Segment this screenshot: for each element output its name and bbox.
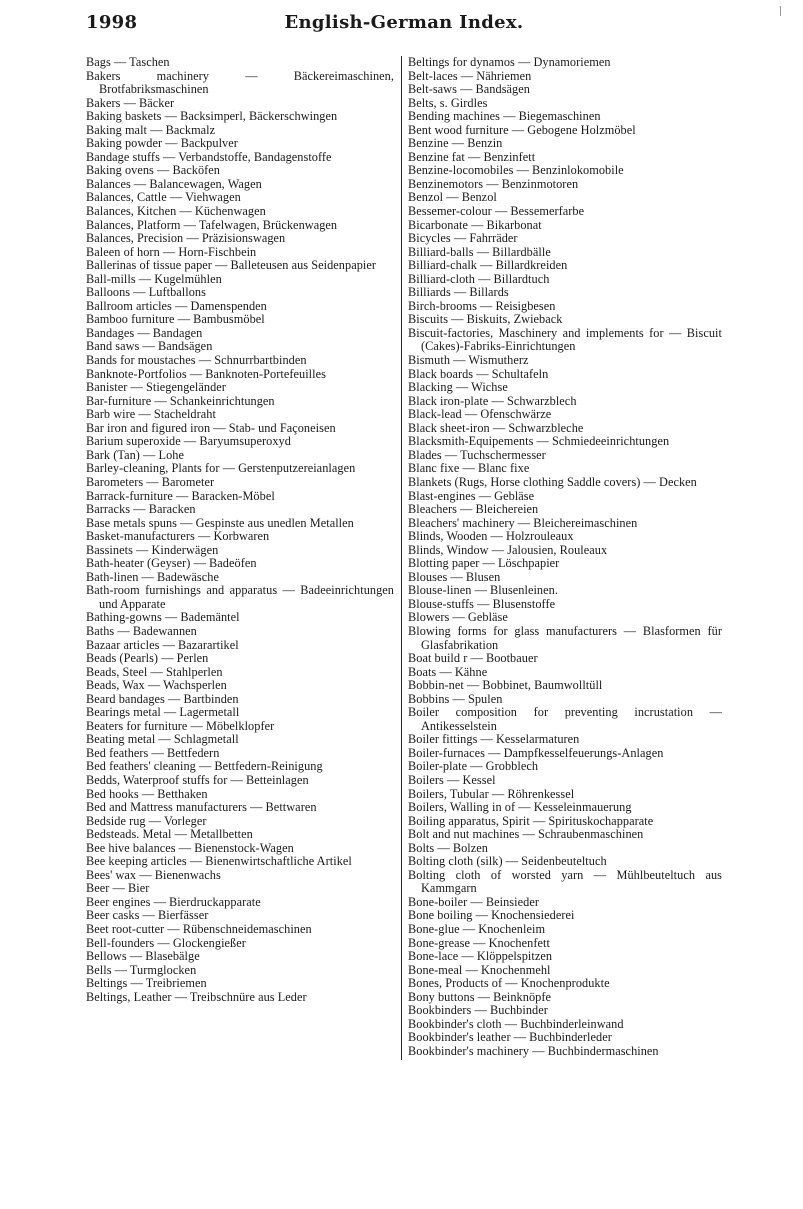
index-entry: Beads (Pearls) — Perlen <box>86 651 209 666</box>
index-entry: Barometers — Barometer <box>86 474 215 489</box>
index-entry: Boat build r — Bootbauer <box>408 651 538 666</box>
running-title: English-German Index. <box>284 12 524 33</box>
index-entry: Bookbinder's cloth — Buchbinderleinwand <box>408 1016 624 1031</box>
index-entry: Biscuits — Biskuits, Zwieback <box>408 312 563 327</box>
index-entry: Boiler fittings — Kesselarmaturen <box>408 732 580 747</box>
index-entry: Bending machines — Biegemaschinen <box>408 109 601 124</box>
index-entry: Bone boiling — Knochensiederei <box>408 908 575 923</box>
index-entry: Blowers — Gebläse <box>408 610 508 625</box>
index-entry: Bar iron and figured iron — Stab- und Façoneisen <box>86 420 336 435</box>
index-entry: Boats — Kähne <box>408 664 488 679</box>
index-entry: Bolt and nut machines — Schraubenmaschinen <box>408 827 644 842</box>
index-entry: Black sheet-iron — Schwarzbleche <box>408 420 584 435</box>
index-entry: Bessemer-colour — Bessemerfarbe <box>408 204 585 219</box>
index-entry: Bark (Tan) — Lohe <box>86 447 184 462</box>
index-entry: Boilers — Kessel <box>408 772 496 787</box>
index-entry: Bolting cloth of worsted yarn — Mühlbeuteltuch aus Kammgarn <box>408 867 722 896</box>
index-entry: Bags — Taschen <box>86 55 170 69</box>
index-entry: Beard bandages — Bartbinden <box>86 691 239 706</box>
index-entry: Bismuth — Wismutherz <box>408 353 529 368</box>
index-entry: Bellows — Blasebälge <box>86 949 200 964</box>
index-entry: Balloons — Luftballons <box>86 285 206 300</box>
index-entry: Boiler composition for preventing incrustation — Antikesselstein <box>408 705 722 733</box>
index-entry: Bolting cloth (silk) — Seidenbeuteltuch <box>408 854 607 869</box>
index-entry: Bee hive balances — Bienenstock-Wagen <box>86 840 294 855</box>
index-entry: Bakers machinery — Bäckereimaschinen, Brotfabriksmaschinen <box>86 68 394 97</box>
index-entry: Bobbin-net — Bobbinet, Baumwolltüll <box>408 678 603 693</box>
index-entry: Beads, Wax — Wachsperlen <box>86 678 227 693</box>
index-entry: Baking baskets — Backsimperl, Bäckerschwingen <box>86 109 338 124</box>
index-entry: Benzine — Benzin <box>408 136 503 151</box>
column-divider <box>401 56 402 1060</box>
index-entry: Blinds, Window — Jalousien, Rouleaux <box>408 542 608 557</box>
index-entry: Bony buttons — Beinknöpfe <box>408 989 552 1004</box>
index-entry: Billiards — Billards <box>408 285 509 300</box>
index-entry: Beer — Bier <box>86 881 150 896</box>
index-entry: Bee keeping articles — Bienenwirtschaftliche Artikel <box>86 854 352 869</box>
index-entry: Bath-linen — Badewäsche <box>86 569 219 584</box>
index-entry: Beltings — Treibriemen <box>86 976 207 991</box>
index-entry: Bookbinder's leather — Buchbinderleder <box>408 1030 612 1045</box>
index-entry: Belt-saws — Bandsägen <box>408 82 530 97</box>
index-entry: Blouses — Blusen <box>408 569 501 584</box>
index-entry: Boilers, Tubular — Röhrenkessel <box>408 786 575 801</box>
right-column <box>408 56 722 1058</box>
index-entry: Bone-lace — Klöppelspitzen <box>408 949 553 964</box>
index-entry: Balances, Platform — Tafelwagen, Brückenwagen <box>86 217 338 232</box>
index-entry: Bells — Turmglocken <box>86 962 197 977</box>
index-entry: Blouse-linen — Blusenleinen. <box>408 583 558 598</box>
index-entry: Beer casks — Bierfässer <box>86 908 209 923</box>
index-entry: Benzine fat — Benzinfett <box>408 149 536 164</box>
index-entry: Ballerinas of tissue paper — Balleteusen aus Seidenpapier <box>86 258 377 273</box>
index-entry: Beads, Steel — Stahlperlen <box>86 664 223 679</box>
index-entry: Blotting paper — Löschpapier <box>408 556 560 571</box>
index-entry: Baking malt — Backmalz <box>86 122 216 137</box>
index-entry: Belt-laces — Nähriemen <box>408 68 532 83</box>
index-entry: Beating metal — Schlagmetall <box>86 732 239 747</box>
index-entry: Boiler-furnaces — Dampfkesselfeuerungs-Anlagen <box>408 745 664 760</box>
index-entry: Bone-glue — Knochenleim <box>408 922 546 936</box>
index-entry: Barracks — Baracken <box>86 502 196 517</box>
index-entry: Bleachers' machinery — Bleichereimaschinen <box>408 515 638 530</box>
index-entry: Bone-boiler — Beinsieder <box>408 894 539 909</box>
index-entry: Billiard-chalk — Billardkreiden <box>408 258 568 273</box>
index-entry: Ballroom articles — Damenspenden <box>86 298 267 313</box>
index-entry: Bones, Products of — Knochenprodukte <box>408 976 610 991</box>
index-entry: Blinds, Wooden — Holzrouleaux <box>408 529 574 544</box>
index-entry: Blast-engines — Gebläse <box>408 488 535 503</box>
index-entry: Bed and Mattress manufacturers — Bettwaren <box>86 800 317 815</box>
index-entry: Baking ovens — Backöfen <box>86 163 220 178</box>
page-number: 1998 <box>86 12 138 33</box>
index-entry: Blowing forms for glass manufacturers — Blasformen für Glasfabrikation <box>408 623 722 652</box>
index-entry: Bath-room furnishings and apparatus — Badeeinrichtungen und Apparate <box>86 583 394 611</box>
index-entry: Black iron-plate — Schwarzblech <box>408 393 577 408</box>
index-entry: Black boards — Schultafeln <box>408 366 549 381</box>
index-entry: Boilers, Walling in of — Kesseleinmauerung <box>408 800 632 815</box>
index-entry: Beer engines — Bierdruckapparate <box>86 894 261 909</box>
index-entry: Basket-manufacturers — Korbwaren <box>86 529 270 544</box>
index-entry: Black-lead — Ofenschwärze <box>408 407 552 422</box>
index-entry: Balances, Precision — Präzisionswagen <box>86 231 286 246</box>
index-entry: Bands for moustaches — Schnurrbartbinden <box>86 353 307 368</box>
index-entry: Bobbins — Spulen <box>408 691 503 706</box>
index-entry: Billiard-balls — Billardbälle <box>408 244 551 259</box>
index-entry: Bassinets — Kinderwägen <box>86 542 219 557</box>
index-entry: Benzinemotors — Benzinmotoren <box>408 176 579 191</box>
index-entry: Banknote-Portfolios — Banknoten-Portefeuilles <box>86 366 326 381</box>
index-entry: Blades — Tuchschermesser <box>408 447 546 462</box>
index-entry: Bees' wax — Bienenwachs <box>86 867 221 882</box>
index-entry: Bamboo furniture — Bambusmöbel <box>86 312 265 327</box>
index-entry: Benzine-locomobiles — Benzinlokomobile <box>408 163 624 178</box>
index-entry: Barium superoxide — Baryumsuperoxyd <box>86 434 291 449</box>
index-entry: Bandage stuffs — Verbandstoffe, Bandagenstoffe <box>86 149 332 164</box>
index-entry: Banister — Stiegengeländer <box>86 380 226 395</box>
index-entry: Blanc fixe — Blanc fixe <box>408 461 530 476</box>
index-entry: Beet root-cutter — Rübenschneidemaschinen <box>86 922 312 936</box>
index-entry: Bolts — Bolzen <box>408 840 488 855</box>
index-entry: Beltings, Leather — Treibschnüre aus Leder <box>86 989 307 1004</box>
index-entry: Boiler-plate — Grobblech <box>408 759 539 774</box>
index-entry: Bookbinder's machinery — Buchbindermaschinen <box>408 1043 659 1058</box>
index-entry: Band saws — Bandsägen <box>86 339 213 354</box>
index-entry: Bell-founders — Glockengießer <box>86 935 246 950</box>
index-entry: Balances — Balancewagen, Wagen <box>86 176 262 191</box>
index-entry: Bed hooks — Betthaken <box>86 786 208 801</box>
index-entry: Billiard-cloth — Billardtuch <box>408 271 550 286</box>
index-entry: Baleen of horn — Horn-Fischbein <box>86 244 257 259</box>
index-entry: Beltings for dynamos — Dynamoriemen <box>408 55 611 69</box>
index-entry: Base metals spuns — Gespinste aus unedlen Metallen <box>86 515 354 530</box>
index-entry: Bicarbonate — Bikarbonat <box>408 217 542 232</box>
index-entry: Barley-cleaning, Plants for — Gerstenputzereianlagen <box>86 461 356 476</box>
index-entry: Bearings metal — Lagermetall <box>86 705 240 720</box>
index-entry: Beaters for furniture — Möbelklopfer <box>86 718 275 733</box>
index-entry: Bed feathers — Bettfedern <box>86 745 220 760</box>
index-entry: Barrack-furniture — Baracken-Möbel <box>86 488 275 503</box>
index-entry: Belts, s. Girdles <box>408 95 488 110</box>
index-entry: Bicycles — Fahrräder <box>408 231 518 246</box>
index-entry: Bleachers — Bleichereien <box>408 502 539 517</box>
index-entry: Biscuit-factories, Maschinery and implements for — Biscuit (Cakes)-Fabriks-Einrichtungen <box>408 325 722 354</box>
index-entry: Balances, Cattle — Viehwagen <box>86 190 241 205</box>
index-entry: Bakers — Bäcker <box>86 95 175 110</box>
index-entry: Benzol — Benzol <box>408 190 497 205</box>
index-entry: Bandages — Bandagen <box>86 325 203 340</box>
index-entry: Bone-grease — Knochenfett <box>408 935 550 950</box>
index-entry: Barb wire — Stacheldraht <box>86 407 216 422</box>
index-entry: Bathing-gowns — Bademäntel <box>86 610 240 625</box>
index-entry: Bar-furniture — Schankeinrichtungen <box>86 393 275 408</box>
left-column <box>86 56 394 1004</box>
index-entry: Birch-brooms — Reisigbesen <box>408 298 556 313</box>
index-entry: Bedside rug — Vorleger <box>86 813 207 828</box>
index-entry: Ball-mills — Kugelmühlen <box>86 271 222 286</box>
index-entry: Bedds, Waterproof stuffs for — Betteinlagen <box>86 772 309 787</box>
index-entry: Baking powder — Backpulver <box>86 136 238 151</box>
margin-mark <box>780 6 781 16</box>
index-entry: Bone-meal — Knochenmehl <box>408 962 551 977</box>
page-header <box>86 12 722 40</box>
index-entry: Boiling apparatus, Spirit — Spirituskochapparate <box>408 813 654 828</box>
index-entry: Balances, Kitchen — Küchenwagen <box>86 204 266 219</box>
index-entry: Bedsteads. Metal — Metallbetten <box>86 827 253 842</box>
index-entry: Bookbinders — Buchbinder <box>408 1003 548 1018</box>
index-entry: Blankets (Rugs, Horse clothing Saddle covers) — Decken <box>408 474 697 489</box>
index-entry: Bath-heater (Geyser) — Badeöfen <box>86 556 257 571</box>
index-entry: Baths — Badewannen <box>86 623 197 638</box>
index-entry: Blacksmith-Equipements — Schmiedeeinrichtungen <box>408 434 670 449</box>
index-entry: Blacking — Wichse <box>408 380 508 395</box>
index-entry: Bent wood furniture — Gebogene Holzmöbel <box>408 122 636 137</box>
index-entry: Blouse-stuffs — Blusenstoffe <box>408 596 556 611</box>
index-entry: Bazaar articles — Bazarartikel <box>86 637 239 652</box>
index-entry: Bed feathers' cleaning — Bettfedern-Reinigung <box>86 759 323 774</box>
